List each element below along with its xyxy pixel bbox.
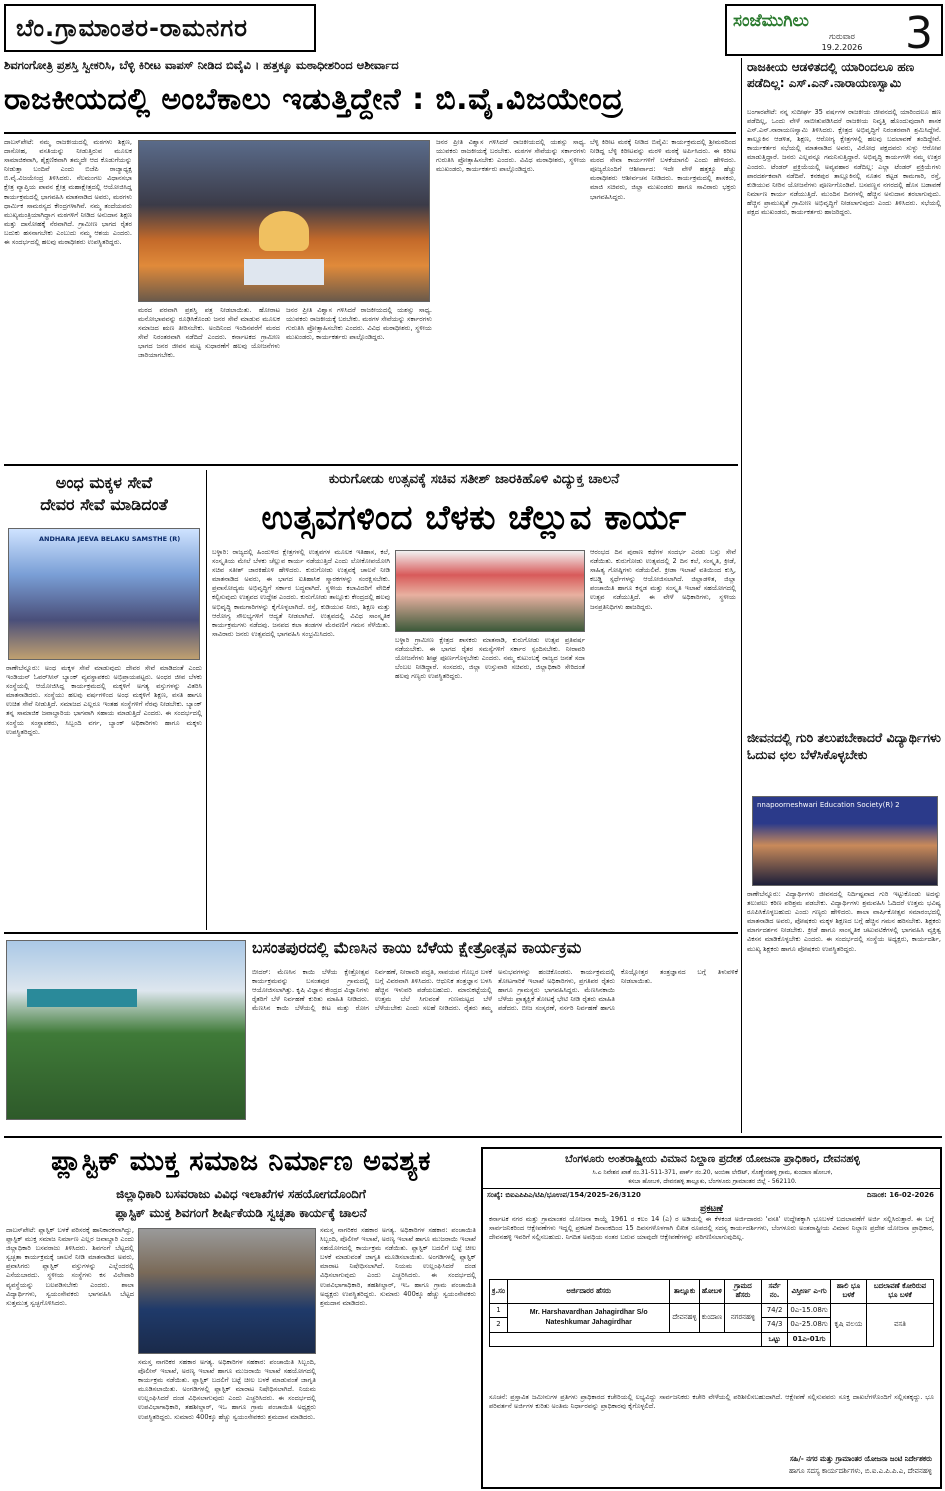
lead-headline: ರಾಜಕೀಯದಲ್ಲಿ ಅಂಬೆಕಾಲು ಇಡುತ್ತಿದ್ದೇನೆ : ಬಿ.ವೈ.ವಿಜಯೇಂದ್ರ bbox=[4, 82, 624, 117]
blind-school-photo bbox=[8, 528, 200, 660]
plastic-column-1: ದಾಬಸ್‌ಪೇಟೆ: ಪ್ಲಾಸ್ಟಿಕ್ ಬಳಕೆ ಪರಿಸರಕ್ಕೆ ಹಾನಿಕಾರಕವಾಗಿದ್ದು, ಪ್ಲಾಸ್ಟಿಕ್ ಮುಕ್ತ ಸಮಾಜ ನಿರ್ಮಾಣ ಎಲ್ಲರ ಜವಾಬ್ದಾರಿ ಎಂದು ಜಿಲ್ಲಾಧಿಕಾರಿ ಬಸವರಾಜು ತಿಳಿಸಿದರು. ಶಿವಗಂಗೆ ಬೆಟ್ಟದಲ್ಲಿ ಸ್ವಚ್ಛತಾ ಕಾರ್ಯಕ್ರಮಕ್ಕೆ ಚಾಲನೆ ನೀಡಿ ಮಾತನಾಡಿದ ಅವರು, ಪ್ರವಾಸಿಗರು ಪ್ಲಾಸ್ಟಿಕ್ ವಸ್ತುಗಳನ್ನು ಎಲ್ಲೆಂದರಲ್ಲಿ ಎಸೆಯಬಾರದು. ಸ್ಥಳೀಯ ಸಂಸ್ಥೆಗಳು ಕಸ ವಿಲೇವಾರಿ ವ್ಯವಸ್ಥೆಯನ್ನು ಬಲಪಡಿಸಬೇಕು ಎಂದರು. ಶಾಲಾ ವಿದ್ಯಾರ್ಥಿಗಳು, ಸ್ವಯಂಸೇವಕರು ಭಾಗವಹಿಸಿ ಬೆಟ್ಟದ ಸುತ್ತಮುತ್ತ ಸ್ವಚ್ಛಗೊಳಿಸಿದರು. bbox=[6, 1226, 134, 1307]
col-applicant: ಅರ್ಜಿದಾರರ ಹೆಸರು bbox=[507, 1280, 669, 1304]
col-current-use: ಹಾಲಿ ಭೂ ಬಳಕೆ bbox=[830, 1280, 866, 1304]
applicant-name: Mr. Harshavardhan Jahagirdhar S/o Nateshkumar Jahagirdhar bbox=[507, 1303, 669, 1332]
festival-kicker: ಕುರುಗೋಡು ಉತ್ಸವಕ್ಕೆ ಸಚಿವ ಸತೀಶ್ ಜಾರಕಿಹೊಳಿ ವಿದ್ಯುಕ್ತ ಚಾಲನೆ bbox=[328, 471, 620, 487]
notice-title: ಪ್ರಕಟಣೆ bbox=[700, 1204, 723, 1214]
notice-ref: ಸಂಖ್ಯೆ: ಬಿಐಎಪಿಪಿಎ/ಟಿಪಿ/ಭೂಉಪ/154/2025-26/3120 bbox=[487, 1191, 641, 1199]
notice-address-2: ಕಸಬಾ ಹೋಬಳಿ, ದೇವನಹಳ್ಳಿ ತಾಲ್ಲೂಕು, ಬೆಂಗಳೂರು ಗ್ರಾಮಾಂತರ ಜಿಲ್ಲೆ - 562110. bbox=[628, 1178, 797, 1185]
festival-column-3: ಆರಂಭದ ದಿನ ಪುರಾಣ ಕಥೆಗಳ ಸಂದರ್ಭ ಎರಡು ಬಸ್ತು ಸೇವೆ ನಡೆಯಿತು. ಕುರುಗೋಡು ಉತ್ಸವದಲ್ಲಿ 2 ದಿನ ಕಲೆ, ಸಂಸ್ಕೃತಿ, ಕ್ರೀಡೆ, ಸಾಹಿತ್ಯ ಗೋಷ್ಠಿಗಳು ನಡೆಯಲಿವೆ. ಕ್ರೀಡಾ ಇಲಾಖೆ ವತಿಯಿಂದ ಕುಸ್ತಿ, ಕಬಡ್ಡಿ ಸ್ಪರ್ಧೆಗಳನ್ನು ಆಯೋಜಿಸಲಾಗಿದೆ. ಜಿಲ್ಲಾಡಳಿತ, ಜಿಲ್ಲಾ ಪಂಚಾಯಿತಿ ಹಾಗೂ ಕನ್ನಡ ಮತ್ತು ಸಂಸ್ಕೃತಿ ಇಲಾಖೆ ಸಹಯೋಗದಲ್ಲಿ ಉತ್ಸವ ನಡೆಯುತ್ತಿದೆ. ಈ ವೇಳೆ ಅಧಿಕಾರಿಗಳು, ಸ್ಥಳೀಯ ಜನಪ್ರತಿನಿಧಿಗಳು ಹಾಜರಿದ್ದರು. bbox=[590, 548, 736, 611]
plastic-drive-photo bbox=[138, 1228, 316, 1354]
lead-column-3: ಜನರ ಪ್ರೀತಿ ವಿಶ್ವಾಸ ಗಳಿಸಿದರೆ ರಾಜಕೀಯದಲ್ಲಿ ಯಶಸ್ಸು ಸಾಧ್ಯ. ಯುವಕರು ರಾಜಕೀಯಕ್ಕೆ ಬರಬೇಕು. ಮಠಗಳ ಸೇವೆಯನ್ನು ಸರ್ಕಾರಗಳು ಗುರುತಿಸಿ ಪ್ರೋತ್ಸಾಹಿಸಬೇಕು ಎಂದರು. ವಿವಿಧ ಮಠಾಧೀಶರು, ಸ್ಥಳೀಯ ಮುಖಂಡರು, ಕಾರ್ಯಕರ್ತರು ಪಾಲ್ಗೊಂಡಿದ್ದರು. bbox=[436, 138, 586, 174]
newspaper-logo: ಸಂಜೆಮುಗಿಲು bbox=[733, 11, 809, 31]
masthead bbox=[725, 4, 943, 59]
festival-column-2: ಬಳ್ಳಾರಿ ಗ್ರಾಮೀಣ ಕ್ಷೇತ್ರದ ಶಾಸಕರು ಮಾತನಾಡಿ, ಕುರುಗೋಡು ಉತ್ಸವ ಪ್ರತಿವರ್ಷ ನಡೆಯಬೇಕು. ಈ ಭಾಗದ ರೈತರ ಸಮಸ್ಯೆಗಳಿಗೆ ಸರ್ಕಾರ ಸ್ಪಂದಿಸಬೇಕು. ನೀರಾವರಿ ಯೋಜನೆಗಳು ಶೀಘ್ರ ಪೂರ್ಣಗೊಳ್ಳಬೇಕು ಎಂದರು. ನಮ್ಮ ಕುಟುಂಬಕ್ಕೆ ರಾಜ್ಯದ ಜನತೆ ಸದಾ ಬೆಂಬಲ ನೀಡಿದ್ದಾರೆ. ಸಂಸದರು, ಜಿಲ್ಲಾ ಉಸ್ತುವಾರಿ ಸಚಿವರು, ಜಿಲ್ಲಾಧಿಕಾರಿ ಸೇರಿದಂತೆ ಹಲವು ಗಣ್ಯರು ಉಪಸ್ಥಿತರಿದ್ದರು. bbox=[395, 636, 585, 681]
lead-photo bbox=[138, 140, 430, 302]
chilli-field-photo bbox=[6, 940, 246, 1120]
page-number: 3 bbox=[905, 8, 933, 59]
table-total-row: ಒಟ್ಟು 01ಎ-01ಗು bbox=[490, 1332, 934, 1346]
notice-footer: ಸೂಚನೆ: ಪ್ರಸ್ತಾವಿತ ಜಮೀನುಗಳ ಪ್ರತಿಗಳು ಪ್ರಾಧಿಕಾರದ ಕಚೇರಿಯಲ್ಲಿ ಲಭ್ಯವಿದ್ದು ಸಾರ್ವಜನಿಕರು ಕಚೇರಿ ವೇಳೆಯಲ್ಲಿ ಪರಿಶೀಲಿಸಬಹುದಾಗಿದೆ. ಆಕ್ಷೇಪಣೆ ಸಲ್ಲಿಸುವವರು ಸೂಕ್ತ ದಾಖಲೆಗಳೊಂದಿಗೆ ಸಲ್ಲಿಸತಕ್ಕದ್ದು. ಭೂ ಪರಿವರ್ತನೆ ಅರ್ಜಿಗಳ ಕುರಿತು ಅಂತಿಮ ನಿರ್ಧಾರವನ್ನು ಪ್ರಾಧಿಕಾರವು ಕೈಗೊಳ್ಳಲಿದೆ. bbox=[489, 1393, 934, 1411]
notice-address-1: ಸಿ.ಎ ನಿವೇಶನ ಖಾತೆ ನಂ.31-511-371, ಪಾರ್ಕ್ ನಂ.20, ಅಂಬಿಕಾ ಲೇಔಟ್, ಸೊಣ್ಣೇನಹಳ್ಳಿ ಗ್ರಾಮ, ಕುಂದಾಣ ಹೋಬಳಿ, bbox=[592, 1169, 833, 1176]
blind-headline bbox=[6, 472, 202, 524]
blind-headline-line2: ದೇವರ ಸೇವೆ ಮಾಡಿದಂತೆ bbox=[40, 494, 168, 514]
notice-table bbox=[489, 1279, 934, 1347]
side1-headline: ರಾಜಕೀಯ ಆಡಳಿತದಲ್ಲಿ ಯಾರಿಂದಲೂ ಹಣ ಪಡೆದಿಲ್ಲ: ಎಸ್.ಎನ್.ನಾರಾಯಣಸ್ವಾಮಿ bbox=[747, 60, 915, 90]
col-proposed-use: ಬದಲಾವಣೆ ಕೋರಿರುವ ಭೂ ಬಳಕೆ bbox=[867, 1280, 934, 1304]
notice-date: ದಿನಾಂಕ: 16-02-2026 bbox=[866, 1191, 934, 1199]
plastic-column-3: ಸಮಸ್ತ ನಾಗರಿಕರ ಸಹಕಾರ ಅಗತ್ಯ. ಅಧಿಕಾರಿಗಳ ಸಹಕಾರ: ಪಂಚಾಯಿತಿ ಸಿಬ್ಬಂದಿ, ಪೊಲೀಸ್ ಇಲಾಖೆ, ಅರಣ್ಯ ಇಲಾಖೆ ಹಾಗೂ ಮುಜರಾಯಿ ಇಲಾಖೆ ಸಹಯೋಗದಲ್ಲಿ ಕಾರ್ಯಕ್ರಮ ನಡೆಯಿತು. ಪ್ಲಾಸ್ಟಿಕ್ ಬದಲಿಗೆ ಬಟ್ಟೆ ಚೀಲ ಬಳಕೆ ಮಾಡುವಂತೆ ಜಾಗೃತಿ ಮೂಡಿಸಲಾಯಿತು. ಅಂಗಡಿಗಳಲ್ಲಿ ಪ್ಲಾಸ್ಟಿಕ್ ಮಾರಾಟ ನಿಷೇಧಿಸಲಾಗಿದೆ. ನಿಯಮ ಉಲ್ಲಂಘಿಸಿದರೆ ದಂಡ ವಿಧಿಸಲಾಗುವುದು ಎಂದು ಎಚ್ಚರಿಸಿದರು. ಈ ಸಂದರ್ಭದಲ್ಲಿ ಉಪವಿಭಾಗಾಧಿಕಾರಿ, ತಹಶೀಲ್ದಾರ್, ಇಒ ಹಾಗೂ ಗ್ರಾಮ ಪಂಚಾಯಿತಿ ಅಧ್ಯಕ್ಷರು ಉಪಸ್ಥಿತರಿದ್ದರು. ಸುಮಾರು 400ಕ್ಕೂ ಹೆಚ್ಚು ಸ್ವಯಂಸೇವಕರು ಶ್ರಮದಾನ ಮಾಡಿದರು. bbox=[320, 1226, 476, 1307]
side2-headline: ಜೀವನದಲ್ಲಿ ಗುರಿ ತಲುಪಬೇಕಾದರೆ ವಿದ್ಯಾರ್ಥಿಗಳು ಓದುವ ಛಲ ಬೆಳೆಸಿಕೊಳ್ಳಬೇಕು bbox=[747, 730, 941, 762]
school-event-photo bbox=[752, 796, 938, 886]
field-banner bbox=[27, 989, 137, 1007]
blind-body: ರಾಣೇಬೆನ್ನೂರು: ಅಂಧ ಮಕ್ಕಳ ಸೇವೆ ಮಾಡುವುದು ದೇವರ ಸೇವೆ ಮಾಡಿದಂತೆ ಎಂದು ಇಂಡಿಯನ್ ಓವರ್‌ಸೀಸ್ ಬ್ಯಾಂಕ್ ವ್ಯವಸ್ಥಾಪಕರು ಅಭಿಪ್ರಾಯಪಟ್ಟರು. ಅಂಧರ ಜೀವ ಬೆಳಕು ಸಂಸ್ಥೆಯಲ್ಲಿ ಆಯೋಜಿಸಿದ್ದ ಕಾರ್ಯಕ್ರಮದಲ್ಲಿ ಮಕ್ಕಳಿಗೆ ಅಗತ್ಯ ವಸ್ತುಗಳನ್ನು ವಿತರಿಸಿ ಮಾತನಾಡಿದರು. ಸಂಸ್ಥೆಯು ಹಲವು ವರ್ಷಗಳಿಂದ ಅಂಧ ಮಕ್ಕಳಿಗೆ ಶಿಕ್ಷಣ, ವಸತಿ ಹಾಗೂ ಉಚಿತ ಸೇವೆ ನೀಡುತ್ತಿದೆ. ಸಮಾಜದ ಎಲ್ಲರೂ ಇಂತಹ ಸಂಸ್ಥೆಗಳಿಗೆ ನೆರವು ನೀಡಬೇಕು. ಬ್ಯಾಂಕ್ ತನ್ನ ಸಾಮಾಜಿಕ ಜವಾಬ್ದಾರಿಯ ಭಾಗವಾಗಿ ಸಹಾಯ ಮಾಡುತ್ತಿದೆ ಎಂದರು. ಈ ಸಂದರ್ಭದಲ್ಲಿ ಸಂಸ್ಥೆಯ ಸಂಸ್ಥಾಪಕರು, ಸಿಬ್ಬಂದಿ ವರ್ಗ, ಬ್ಯಾಂಕ್ ಅಧಿಕಾರಿಗಳು ಹಾಗೂ ಮಕ್ಕಳು ಉಪಸ್ಥಿತರಿದ್ದರು. bbox=[6, 664, 202, 736]
issue-day: ಗುರುವಾರ bbox=[829, 32, 855, 41]
side1-body: ಬಂಗಾರಪೇಟೆ: ನನ್ನ ಸುದೀರ್ಘ 35 ವರ್ಷಗಳ ರಾಜಕೀಯ ಜೀವನದಲ್ಲಿ ಯಾರಿಂದಲೂ ಹಣ ಪಡೆದಿಲ್ಲ, ಒಂದು ವೇಳೆ ಸಾಬೀತುಪಡಿಸಿದರೆ ರಾಜಕೀಯ ನಿವೃತ್ತಿ ಹೊಂದುವುದಾಗಿ ಶಾಸಕ ಎಸ್.ಎನ್.ನಾರಾಯಣಸ್ವಾಮಿ ತಿಳಿಸಿದರು. ಕ್ಷೇತ್ರದ ಅಭಿವೃದ್ಧಿಗೆ ನಿರಂತರವಾಗಿ ಶ್ರಮಿಸಿದ್ದೇನೆ. ತಾಲ್ಲೂಕಿನ ಆಡಳಿತ, ಶಿಕ್ಷಣ, ಆರೋಗ್ಯ ಕ್ಷೇತ್ರಗಳಲ್ಲಿ ಹಲವು ಬದಲಾವಣೆ ತಂದಿದ್ದೇವೆ. ಕಾರ್ಯಕರ್ತರ ಸಭೆಯಲ್ಲಿ ಮಾತನಾಡಿದ ಅವರು, ವಿರೋಧ ಪಕ್ಷದವರು ಸುಳ್ಳು ಆರೋಪ ಮಾಡುತ್ತಿದ್ದಾರೆ. ಜನರು ಎಲ್ಲವನ್ನೂ ಗಮನಿಸುತ್ತಿದ್ದಾರೆ. ಅಭಿವೃದ್ಧಿ ಕಾರ್ಯಗಳೇ ನಮ್ಮ ಉತ್ತರ ಎಂದರು. ಟೆಂಡರ್ ಪ್ರಕ್ರಿಯೆಯಲ್ಲಿ ಅವ್ಯವಹಾರ ನಡೆದಿಲ್ಲ: ಎಲ್ಲಾ ಟೆಂಡರ್ ಪ್ರಕ್ರಿಯೆಗಳು ಪಾರದರ್ಶಕವಾಗಿ ನಡೆದಿವೆ. ಕನಕಪುರ ತಾಲ್ಲೂಕಿನಲ್ಲಿ ನೂತನ ಕಟ್ಟಡ ಕಾಮಗಾರಿ, ರಸ್ತೆ, ಕುಡಿಯುವ ನೀರಿನ ಯೋಜನೆಗಳು ಪೂರ್ಣಗೊಂಡಿವೆ. ಬಸವಣ್ಣನ ನಗರದಲ್ಲಿ ಹೊಸ ಬಡಾವಣೆ ನಿರ್ಮಾಣ ಕಾರ್ಯ ನಡೆಯುತ್ತಿದೆ. ಮುಂದಿನ ದಿನಗಳಲ್ಲಿ ಹೆಚ್ಚಿನ ಅನುದಾನ ತರಲಾಗುವುದು. ಹೆಚ್ಚಿನ ಪ್ರಾಮುಖ್ಯತೆ ಗ್ರಾಮೀಣ ಅಭಿವೃದ್ಧಿಗೆ ನೀಡಲಾಗುವುದು ಎಂದು ತಿಳಿಸಿದರು. ಸಭೆಯಲ್ಲಿ ಪಕ್ಷದ ಮುಖಂಡರು, ಕಾರ್ಯಕರ್ತರು ಹಾಜರಿದ್ದರು. bbox=[747, 108, 941, 217]
chilli-headline: ಬಸಂತಪುರದಲ್ಲಿ ಮೆಣಸಿನ ಕಾಯಿ ಬೆಳೆಯ ಕ್ಷೇತ್ರೋತ್ಸವ ಕಾರ್ಯಕ್ರಮ bbox=[252, 939, 582, 957]
table-row: 2 74/3 0ಎ-25.08ಗು bbox=[490, 1318, 934, 1332]
plastic-subhead-2: ಪ್ಲಾಸ್ಟಿಕ್ ಮುಕ್ತ ಶಿವಗಂಗೆ ಶೀರ್ಷಿಕೆಯಡಿ ಸ್ವಚ್ಛತಾ ಕಾರ್ಯಕ್ಕೆ ಚಾಲನೆ bbox=[115, 1206, 367, 1220]
side2-body: ರಾಣೇಬೆನ್ನೂರು: ವಿದ್ಯಾರ್ಥಿಗಳು ಜೀವನದಲ್ಲಿ ನಿರ್ದಿಷ್ಟವಾದ ಗುರಿ ಇಟ್ಟುಕೊಂಡು ಅದನ್ನು ತಲುಪಲು ಕಠಿಣ ಪರಿಶ್ರಮ ಪಡಬೇಕು. ವಿದ್ಯಾರ್ಥಿಗಳು ಶ್ರಮವಹಿಸಿ ಓದಿದರೆ ಉತ್ತಮ ಭವಿಷ್ಯ ರೂಪಿಸಿಕೊಳ್ಳಬಹುದು ಎಂದು ಗಣ್ಯರು ಹೇಳಿದರು. ಶಾಲಾ ವಾರ್ಷಿಕೋತ್ಸವ ಸಮಾರಂಭದಲ್ಲಿ ಮಾತನಾಡಿದ ಅವರು, ಪೋಷಕರು ಮಕ್ಕಳ ಶಿಕ್ಷಣದ ಬಗ್ಗೆ ಹೆಚ್ಚಿನ ಗಮನ ಹರಿಸಬೇಕು. ಶಿಕ್ಷಕರು ಮಾರ್ಗದರ್ಶನ ನೀಡಬೇಕು. ಕ್ರೀಡೆ ಹಾಗೂ ಸಾಂಸ್ಕೃತಿಕ ಚಟುವಟಿಕೆಗಳಲ್ಲಿ ಭಾಗವಹಿಸಿ ವ್ಯಕ್ತಿತ್ವ ವಿಕಸನ ಮಾಡಿಕೊಳ್ಳಬೇಕು ಎಂದರು. ಈ ಸಂದರ್ಭದಲ್ಲಿ ಸಂಸ್ಥೆಯ ಅಧ್ಯಕ್ಷರು, ಕಾರ್ಯದರ್ಶಿ, ಮುಖ್ಯ ಶಿಕ್ಷಕರು ಹಾಗೂ ಪೋಷಕರು ಉಪಸ್ಥಿತರಿದ್ದರು. bbox=[747, 890, 941, 953]
lead-column-1: ದಾಬಸ್‌ಪೇಟೆ: ನಮ್ಮ ರಾಜಕೀಯದಲ್ಲಿ ಮಠಗಳು ಶಿಕ್ಷಣ, ದಾಸೋಹ, ವಸತಿಯನ್ನು ನೀಡುತ್ತಿರುವ ಮೂಲಕ ಸಾಮಾಜಿಕವಾಗಿ, ಶೈಕ್ಷಣಿಕವಾಗಿ ತಮ್ಮದೇ ಆದ ಕೊಡುಗೆಯನ್ನು ನೀಡುತ್ತಾ ಬಂದಿವೆ ಎಂದು ಬಿಜೆಪಿ ರಾಜ್ಯಾಧ್ಯಕ್ಷ ಬಿ.ವೈ.ವಿಜಯೇಂದ್ರ ತಿಳಿಸಿದರು. ನೆಲಮಂಗಲ ವಿಧಾನಸಭಾ ಕ್ಷೇತ್ರ ವ್ಯಾಪ್ತಿಯ ಪಾವನ ಕ್ಷೇತ್ರ ಮಹಾಕ್ಷೇತ್ರದಲ್ಲಿ ಆಯೋಜಿಸಿದ್ದ ಕಾರ್ಯಕ್ರಮದಲ್ಲಿ ಭಾಗವಹಿಸಿ ಮಾತನಾಡಿದ ಅವರು, ಮಠಗಳು ಧಾರ್ಮಿಕ ಸಾಮರಸ್ಯದ ಕೇಂದ್ರಗಳಾಗಿವೆ. ನಮ್ಮ ತಂದೆಯವರು ಮುಖ್ಯಮಂತ್ರಿಯಾಗಿದ್ದಾಗ ಮಠಗಳಿಗೆ ನೀಡಿದ ಅನುದಾನ ಶಿಕ್ಷಣ ಮತ್ತು ದಾಸೋಹಕ್ಕೆ ನೆರವಾಗಿದೆ. ಗ್ರಾಮೀಣ ಭಾಗದ ರೈತರ ಬದುಕು ಹಸನಾಗಬೇಕು ಎಂಬುದು ನಮ್ಮ ಆಶಯ ಎಂದರು. ಈ ಸಂದರ್ಭದಲ್ಲಿ ಹಲವು ಮಠಾಧೀಶರು ಉಪಸ್ಥಿತರಿದ್ದರು. bbox=[4, 138, 132, 247]
blind-headline-line1: ಅಂಧ ಮಕ್ಕಳ ಸೇವೆ bbox=[55, 473, 153, 492]
saffron-robe-figure bbox=[259, 211, 309, 251]
plastic-headline: ಪ್ಲಾಸ್ಟಿಕ್ ಮುಕ್ತ ಸಮಾಜ ನಿರ್ಮಾಣ ಅವಶ್ಯಕ bbox=[51, 1146, 431, 1177]
festival-column-1: ಬಳ್ಳಾರಿ: ರಾಜ್ಯದಲ್ಲಿ ಹಿಂದುಳಿದ ಕ್ಷೇತ್ರಗಳಲ್ಲಿ ಉತ್ಸವಗಳ ಮೂಲಕ ಇತಿಹಾಸ, ಕಲೆ, ಸಂಸ್ಕೃತಿಯ ಮೇಲೆ ಬೆಳಕು ಚೆಲ್ಲುವ ಕಾರ್ಯ ನಡೆಯುತ್ತಿದೆ ಎಂದು ಲೋಕೋಪಯೋಗಿ ಸಚಿವ ಸತೀಶ್ ಜಾರಕಿಹೊಳಿ ಹೇಳಿದರು. ಕುರುಗೋಡು ಉತ್ಸವಕ್ಕೆ ಚಾಲನೆ ನೀಡಿ ಮಾತನಾಡಿದ ಅವರು, ಈ ಭಾಗದ ಐತಿಹಾಸಿಕ ಸ್ಮಾರಕಗಳನ್ನು ಸಂರಕ್ಷಿಸಬೇಕು. ಪ್ರವಾಸೋದ್ಯಮ ಅಭಿವೃದ್ಧಿಗೆ ಸರ್ಕಾರ ಬದ್ಧವಾಗಿದೆ. ಸ್ಥಳೀಯ ಕಲಾವಿದರಿಗೆ ವೇದಿಕೆ ಕಲ್ಪಿಸುವುದು ಉತ್ಸವದ ಉದ್ದೇಶ ಎಂದರು. ಕುರುಗೋಡು ತಾಲ್ಲೂಕು ಕೇಂದ್ರದಲ್ಲಿ ಹಲವು ಅಭಿವೃದ್ಧಿ ಕಾಮಗಾರಿಗಳನ್ನು ಕೈಗೊಳ್ಳಲಾಗಿದೆ. ರಸ್ತೆ, ಕುಡಿಯುವ ನೀರು, ಶಿಕ್ಷಣ ಮತ್ತು ಆರೋಗ್ಯ ಸೌಲಭ್ಯಗಳಿಗೆ ಆದ್ಯತೆ ನೀಡಲಾಗಿದೆ. ಉತ್ಸವದಲ್ಲಿ ವಿವಿಧ ಸಾಂಸ್ಕೃತಿಕ ಕಾರ್ಯಕ್ರಮಗಳು ನಡೆದವು. ಜನಪದ ಕಲಾ ತಂಡಗಳ ಮೆರವಣಿಗೆ ಗಮನ ಸೆಳೆಯಿತು. ಸಾವಿರಾರು ಜನರು ಉತ್ಸವದಲ್ಲಿ ಭಾಗವಹಿಸಿ ಸಂಭ್ರಮಿಸಿದರು. bbox=[212, 548, 390, 638]
award-plaque bbox=[244, 259, 324, 285]
lead-column-2: ಮಠದ ಪರವಾಗಿ ಪ್ರಶಸ್ತಿ ಪತ್ರ ನೀಡಲಾಯಿತು. ಹೋರಾಟ ಮನೋಭಾವವನ್ನು ರೂಢಿಸಿಕೊಂಡು ಜನರ ಸೇವೆ ಮಾಡುವ ಮೂಲಕ ಸಮಾಜದ ಋಣ ತೀರಿಸಬೇಕು. ಅಂದಿನಿಂದ ಇಂದಿನವರೆಗೆ ಮಠದ ಸೇವೆ ನಿರಂತರವಾಗಿ ನಡೆದಿದೆ ಎಂದರು. ಕರ್ನಾಟಕದ ಗ್ರಾಮೀಣ ಭಾಗದ ಜನರ ಜೀವನ ಮಟ್ಟ ಸುಧಾರಣೆಗೆ ಹಲವು ಯೋಜನೆಗಳು ಜಾರಿಯಾಗಬೇಕು. bbox=[138, 306, 280, 360]
col-hobli: ಹೋಬಳಿ bbox=[699, 1280, 724, 1304]
notice-body: ಕರ್ನಾಟಕ ನಗರ ಮತ್ತು ಗ್ರಾಮಾಂತರ ಯೋಜನಾ ಕಾಯ್ದೆ 1961 ರ ಕಲಂ 14 (ಎ) ರ ಅಡಿಯಲ್ಲಿ ಈ ಕೆಳಕಂಡ ಅರ್ಜಿದಾರರು 'ವಸತಿ' ಉದ್ದೇಶಕ್ಕಾಗಿ ಭೂಬಳಕೆ ಬದಲಾವಣೆಗೆ ಅರ್ಜಿ ಸಲ್ಲಿಸಿರುತ್ತಾರೆ. ಈ ಬಗ್ಗೆ ಸಾರ್ವಜನಿಕರಿಂದ ಆಕ್ಷೇಪಣೆಗಳು ಇದ್ದಲ್ಲಿ ಪ್ರಕಟಣೆ ದಿನಾಂಕದಿಂದ 15 ದಿವಸಗಳೊಳಗಾಗಿ ಲಿಖಿತ ರೂಪದಲ್ಲಿ ಸದಸ್ಯ ಕಾರ್ಯದರ್ಶಿಗಳು, ಬೆಂಗಳೂರು ಅಂತರಾಷ್ಟ್ರೀಯ ವಿಮಾನ ನಿಲ್ದಾಣ ಪ್ರದೇಶ ಯೋಜನಾ ಪ್ರಾಧಿಕಾರ, ದೇವನಹಳ್ಳಿ ಇವರಿಗೆ ಸಲ್ಲಿಸಬಹುದು. ನಿಗದಿತ ಅವಧಿಯ ನಂತರ ಬರುವ ಯಾವುದೇ ಆಕ್ಷೇಪಣೆಗಳನ್ನು ಪರಿಗಣಿಸಲಾಗುವುದಿಲ್ಲ. bbox=[489, 1215, 934, 1242]
school-banner-text: nnapoorneshwari Education Society(R) 2 bbox=[757, 801, 900, 809]
table-row: 1 Mr. Harshavardhan Jahagirdhar S/o Nateshkumar Jahagirdhar ದೇವನಹಳ್ಳಿ ಕುಂದಾಣ ನಗರನಹಳ್ಳಿ 74/2 0ಎ-15.08ಗು ಕೃಷಿ ವಲಯ ವಸತಿ bbox=[490, 1303, 934, 1317]
plastic-column-2: ಸಮಸ್ತ ನಾಗರಿಕರ ಸಹಕಾರ ಅಗತ್ಯ. ಅಧಿಕಾರಿಗಳ ಸಹಕಾರ: ಪಂಚಾಯಿತಿ ಸಿಬ್ಬಂದಿ, ಪೊಲೀಸ್ ಇಲಾಖೆ, ಅರಣ್ಯ ಇಲಾಖೆ ಹಾಗೂ ಮುಜರಾಯಿ ಇಲಾಖೆ ಸಹಯೋಗದಲ್ಲಿ ಕಾರ್ಯಕ್ರಮ ನಡೆಯಿತು. ಪ್ಲಾಸ್ಟಿಕ್ ಬದಲಿಗೆ ಬಟ್ಟೆ ಚೀಲ ಬಳಕೆ ಮಾಡುವಂತೆ ಜಾಗೃತಿ ಮೂಡಿಸಲಾಯಿತು. ಅಂಗಡಿಗಳಲ್ಲಿ ಪ್ಲಾಸ್ಟಿಕ್ ಮಾರಾಟ ನಿಷೇಧಿಸಲಾಗಿದೆ. ನಿಯಮ ಉಲ್ಲಂಘಿಸಿದರೆ ದಂಡ ವಿಧಿಸಲಾಗುವುದು ಎಂದು ಎಚ್ಚರಿಸಿದರು. ಈ ಸಂದರ್ಭದಲ್ಲಿ ಉಪವಿಭಾಗಾಧಿಕಾರಿ, ತಹಶೀಲ್ದಾರ್, ಇಒ ಹಾಗೂ ಗ್ರಾಮ ಪಂಚಾಯಿತಿ ಅಧ್ಯಕ್ಷರು ಉಪಸ್ಥಿತರಿದ್ದರು. ಸುಮಾರು 400ಕ್ಕೂ ಹೆಚ್ಚು ಸ್ವಯಂಸೇವಕರು ಶ್ರಮದಾನ ಮಾಡಿದರು. bbox=[138, 1358, 316, 1421]
notice-signature: ಸಹಿ/- ನಗರ ಮತ್ತು ಗ್ರಾಮಾಂತರ ಯೋಜನಾ ಜಂಟಿ ನಿರ್ದೇಶಕರು bbox=[789, 1455, 932, 1463]
issue-date: 19.2.2026 bbox=[821, 43, 863, 52]
blind-banner-text: ANDHARA JEEVA BELAKU SAMSTHE (R) bbox=[39, 535, 181, 543]
col-area: ವಿಸ್ತೀರ್ಣ ಎ-ಗು bbox=[788, 1280, 831, 1304]
col-survey: ಸರ್ವೆ ನಂ. bbox=[761, 1280, 788, 1304]
chilli-body: ಬೀದರ್: ಮೆಣಸಿನ ಕಾಯಿ ಬೆಳೆಯ ಕ್ಷೇತ್ರೋತ್ಸವ ಕಾರ್ಯಕ್ರಮವನ್ನು ಬಸಂತಪುರ ಗ್ರಾಮದಲ್ಲಿ ಆಯೋಜಿಸಲಾಗಿತ್ತು. ಕೃಷಿ ವಿಜ್ಞಾನ ಕೇಂದ್ರದ ವಿಜ್ಞಾನಿಗಳು ರೈತರಿಗೆ ಬೆಳೆ ನಿರ್ವಹಣೆ ಕುರಿತು ಮಾಹಿತಿ ನೀಡಿದರು. ಮೆಣಸಿನ ಕಾಯಿ ಬೆಳೆಯಲ್ಲಿ ಕೀಟ ಮತ್ತು ರೋಗ ನಿರ್ವಹಣೆ, ನೀರಾವರಿ ಪದ್ಧತಿ, ಸಾವಯವ ಗೊಬ್ಬರ ಬಳಕೆ ಬಗ್ಗೆ ವಿವರವಾಗಿ ತಿಳಿಸಿದರು. ಆಧುನಿಕ ತಂತ್ರಜ್ಞಾನ ಬಳಸಿ ಹೆಚ್ಚಿನ ಇಳುವರಿ ಪಡೆಯಬಹುದು. ಮಾರುಕಟ್ಟೆಯಲ್ಲಿ ಉತ್ತಮ ಬೆಲೆ ಸಿಗುವಂತೆ ಗುಣಮಟ್ಟದ ಬೆಳೆ ಬೆಳೆಯಬೇಕು ಎಂದು ಸಲಹೆ ನೀಡಿದರು. ರೈತರು ತಮ್ಮ ಅನುಭವಗಳನ್ನು ಹಂಚಿಕೊಂಡರು. ಕಾರ್ಯಕ್ರಮದಲ್ಲಿ ತೋಟಗಾರಿಕೆ ಇಲಾಖೆ ಅಧಿಕಾರಿಗಳು, ಪ್ರಗತಿಪರ ರೈತರು ಹಾಗೂ ಗ್ರಾಮಸ್ಥರು ಭಾಗವಹಿಸಿದ್ದರು. ಮೆಣಸಿನಕಾಯಿ ಬೆಳೆಯ ಪ್ರಾತ್ಯಕ್ಷಿಕೆ ತೋಟಕ್ಕೆ ಭೇಟಿ ನೀಡಿ ರೈತರು ಮಾಹಿತಿ ಪಡೆದರು. ಬೀಜ ಸಂಸ್ಕರಣೆ, ನರ್ಸರಿ ನಿರ್ವಹಣೆ ಹಾಗೂ ಕೊಯ್ಲೋತ್ತರ ತಂತ್ರಜ್ಞಾನದ ಬಗ್ಗೆ ತಿಳುವಳಿಕೆ ನೀಡಲಾಯಿತು. bbox=[252, 968, 738, 1013]
lead-kicker: ಶಿವಗಂಗೋತ್ರಿ ಪ್ರಶಸ್ತಿ ಸ್ವೀಕರಿಸಿ, ಬೆಳ್ಳಿ ಕಿರೀಟ ವಾಪಸ್ ನೀಡಿದ ಬಿವೈವಿ । ಹತ್ತಕ್ಕೂ ಮಠಾಧೀಶರಿಂದ ಆಶೀರ್ವಾದ bbox=[4, 58, 399, 72]
public-notice bbox=[481, 1147, 942, 1489]
col-taluk: ತಾಲ್ಲೂಕು bbox=[670, 1280, 699, 1304]
notice-signature-2: ಹಾಗೂ ಸದಸ್ಯ ಕಾರ್ಯದರ್ಶಿಗಳು, ಬಿ.ಐ.ಎ.ಪಿ.ಪಿ.ಎ, ದೇವನಹಳ್ಳಿ bbox=[788, 1467, 932, 1475]
lead-column-4: ಬೆಳ್ಳಿ ಕಿರೀಟ ಮಠಕ್ಕೆ ನೀಡಿದ ಬಿವೈವಿ: ಕಾರ್ಯಕ್ರಮದಲ್ಲಿ ಶ್ರೀಮಠದಿಂದ ನೀಡಿದ್ದ ಬೆಳ್ಳಿ ಕಿರೀಟವನ್ನು ಮರಳಿ ಮಠಕ್ಕೆ ಅರ್ಪಿಸಿದರು. ಈ ಕಿರೀಟ ಮಠದ ಸೇವಾ ಕಾರ್ಯಗಳಿಗೆ ಬಳಕೆಯಾಗಲಿ ಎಂದು ಹೇಳಿದರು. ಪೂಜ್ಯರೊಂದಿಗೆ ಆಶೀರ್ವಾದ: ಇದೇ ವೇಳೆ ಹತ್ತಕ್ಕೂ ಹೆಚ್ಚು ಮಠಾಧೀಶರು ಆಶೀರ್ವಚನ ನೀಡಿದರು. ಕಾರ್ಯಕ್ರಮದಲ್ಲಿ ಶಾಸಕರು, ಮಾಜಿ ಸಚಿವರು, ಜಿಲ್ಲಾ ಮುಖಂಡರು ಹಾಗೂ ಸಾವಿರಾರು ಭಕ್ತರು ಭಾಗವಹಿಸಿದ್ದರು. bbox=[590, 138, 736, 201]
lead-column-2b: ಜನರ ಪ್ರೀತಿ ವಿಶ್ವಾಸ ಗಳಿಸಿದರೆ ರಾಜಕೀಯದಲ್ಲಿ ಯಶಸ್ಸು ಸಾಧ್ಯ. ಯುವಕರು ರಾಜಕೀಯಕ್ಕೆ ಬರಬೇಕು. ಮಠಗಳ ಸೇವೆಯನ್ನು ಸರ್ಕಾರಗಳು ಗುರುತಿಸಿ ಪ್ರೋತ್ಸಾಹಿಸಬೇಕು ಎಂದರು. ವಿವಿಧ ಮಠಾಧೀಶರು, ಸ್ಥಳೀಯ ಮುಖಂಡರು, ಕಾರ್ಯಕರ್ತರು ಪಾಲ್ಗೊಂಡಿದ್ದರು. bbox=[286, 306, 432, 342]
col-sl: ಕ್ರ.ಸಂ bbox=[490, 1280, 508, 1304]
notice-authority: ಬೆಂಗಳೂರು ಅಂತರಾಷ್ಟ್ರೀಯ ವಿಮಾನ ನಿಲ್ದಾಣ ಪ್ರದೇಶ ಯೋಜನಾ ಪ್ರಾಧಿಕಾರ, ದೇವನಹಳ್ಳಿ bbox=[565, 1153, 860, 1165]
festival-photo bbox=[395, 550, 585, 632]
col-village: ಗ್ರಾಮದ ಹೆಸರು bbox=[725, 1280, 762, 1304]
plastic-subhead-1: ಜಿಲ್ಲಾಧಿಕಾರಿ ಬಸವರಾಜು ವಿವಿಧ ಇಲಾಖೆಗಳ ಸಹಯೋಗದೊಂದಿಗೆ bbox=[116, 1187, 366, 1201]
section-title: ಬೆಂ.ಗ್ರಾಮಾಂತರ-ರಾಮನಗರ bbox=[4, 4, 316, 52]
festival-headline: ಉತ್ಸವಗಳಿಂದ ಬೆಳಕು ಚೆಲ್ಲುವ ಕಾರ್ಯ bbox=[261, 498, 687, 538]
